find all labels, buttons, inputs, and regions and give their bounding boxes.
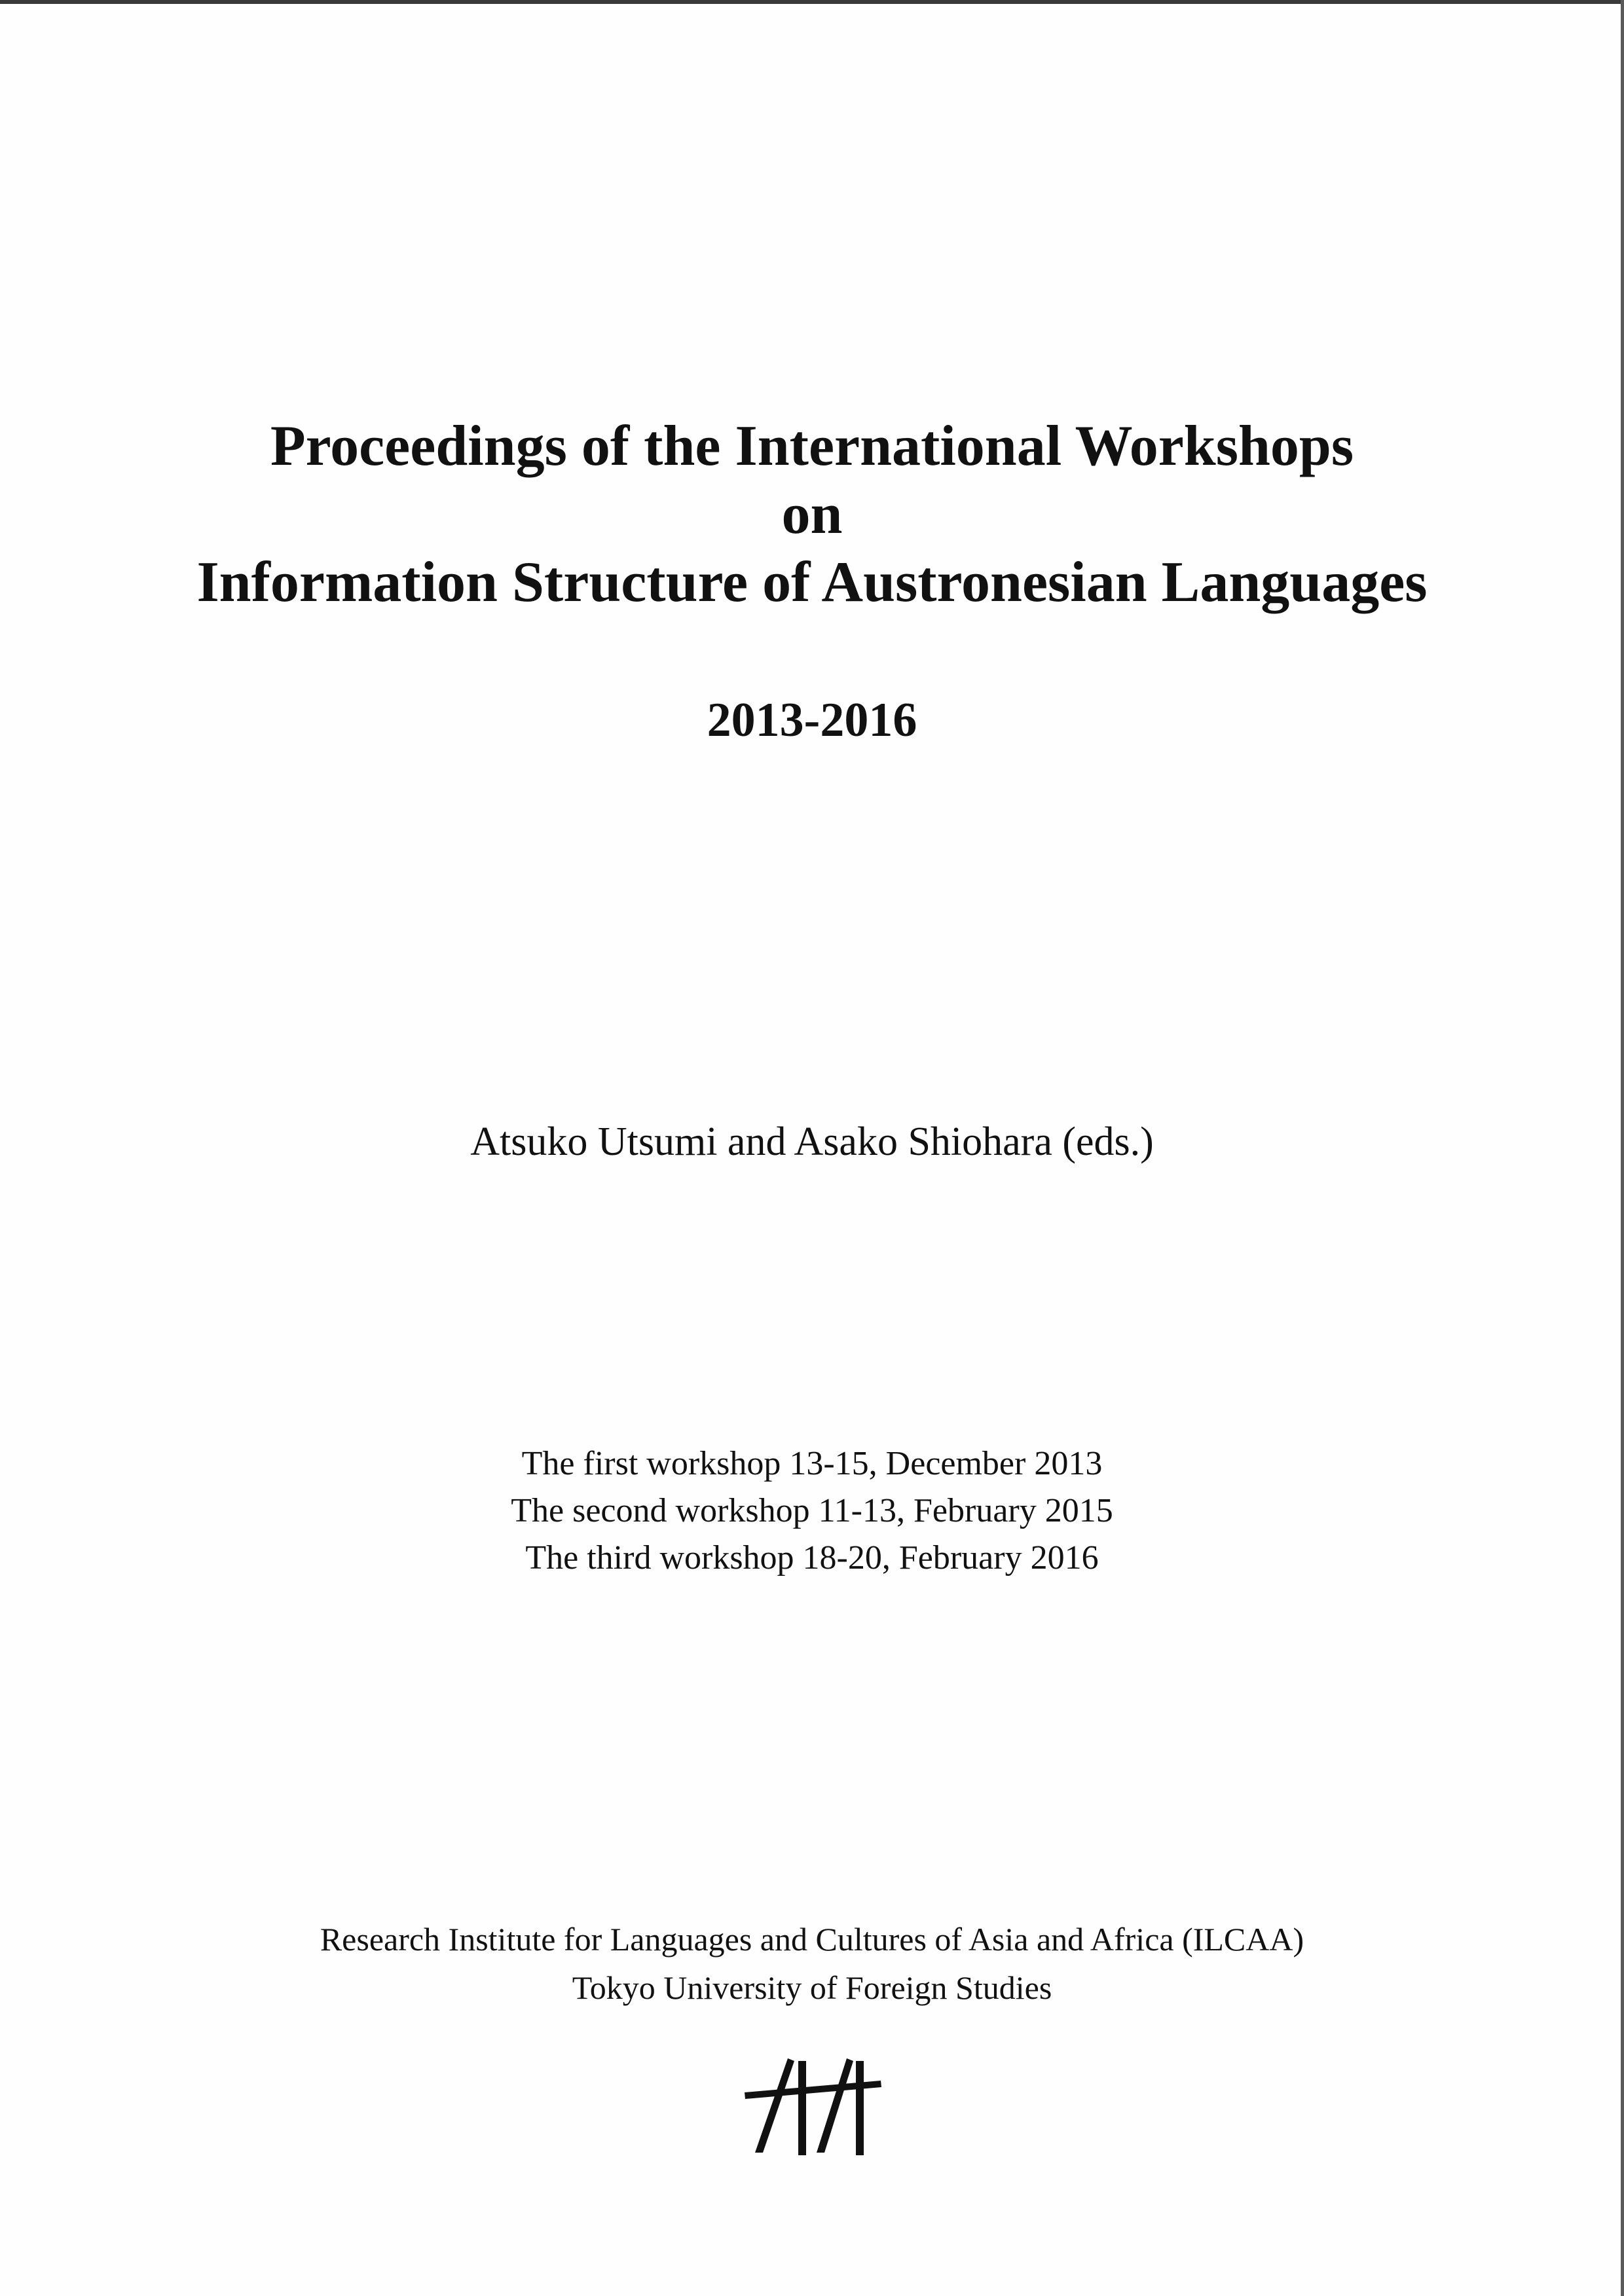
institute-name: Research Institute for Languages and Cultures of Asia and Africa (ILCAA) (320, 1921, 1304, 1958)
university-name: Tokyo University of Foreign Studies (572, 1969, 1052, 2006)
aa-logo-icon (743, 2054, 887, 2159)
scan-edge-top (0, 0, 1624, 4)
workshop-first: The first workshop 13-15, December 2013 (521, 1445, 1103, 1482)
workshop-second: The second workshop 11-13, February 2015 (511, 1492, 1113, 1529)
publisher-block (0, 1915, 1624, 2012)
workshop-third: The third workshop 18-20, February 2016 (525, 1539, 1099, 1576)
workshop-dates (0, 1440, 1624, 1582)
title-line-3: Information Structure of Austronesian Languages (196, 551, 1428, 614)
title-line-2: on (781, 483, 843, 546)
editors: Atsuko Utsumi and Asako Shiohara (eds.) (470, 1120, 1154, 1164)
proceedings-title (0, 412, 1624, 617)
publication-years: 2013-2016 (707, 693, 917, 747)
title-line-1: Proceedings of the International Workshops (270, 414, 1354, 478)
